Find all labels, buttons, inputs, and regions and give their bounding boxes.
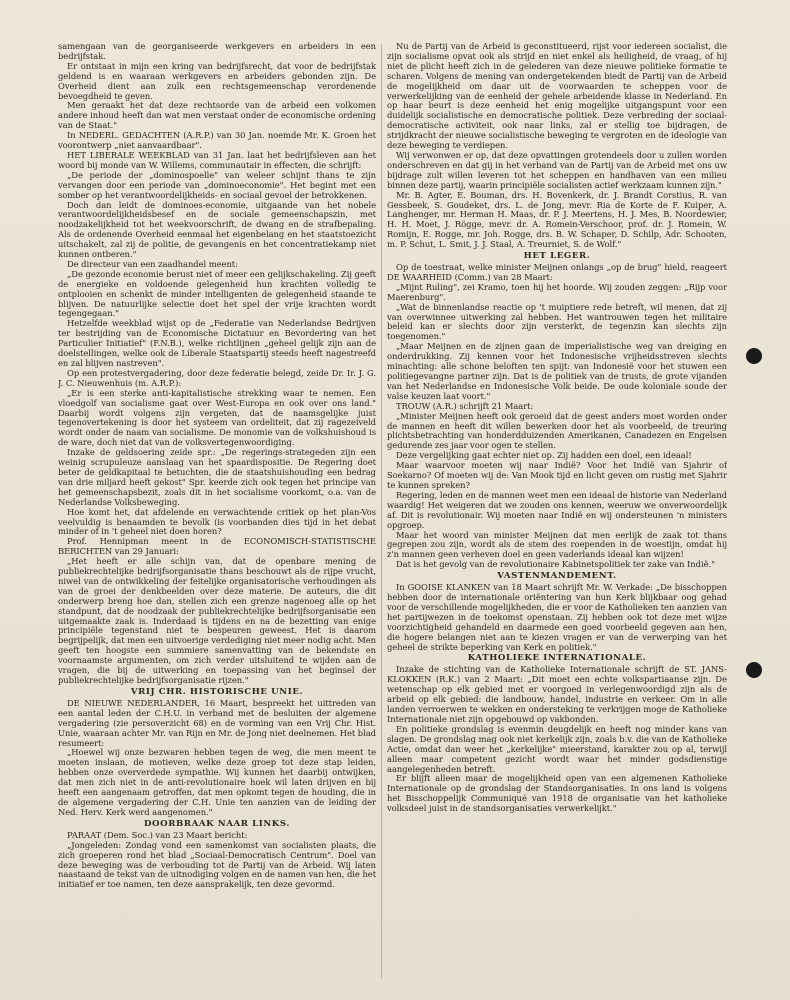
paragraph: „Hoewel wij onze bezwaren hebben tegen de weg, die men meent te moeten inslaan, de motieven, welke deze groep tot deze stap leiden, hebben onze oververdede sympathie. Wij kunnen het daarbij ontwijken, dat men zich niet in de anti-revolutionaire hoek wil laten drijven en bij heeft een aangenaam getroffen, dat men opkomt tegen de houding, die in de algemene vergadering der C.H. Unie ten aanzien van de leiding der Ned. Herv. Kerk werd aangenomen."	[58, 747, 376, 817]
paragraph: Nu de Partij van de Arbeid is geconstitueerd, rijst voor iedereen socialist, die zijn socialisme opvat ook als strijd en niet enkel als heiligheid, de vraag, of hij niet de plicht heeft zich in de gelederen van deze nieuwe politieke formatie te scharen. Volgens de mening van ondergetekenden biedt de Partij van de Arbeid de mogelijkheid om daar uit de voorwaarden te scheppen voor de verwerkelijking van de eenheid der gehele arbeidende klasse in Nederland. En op haar beurt is deze eenheid het enig mogelijke uitgangspunt voor een duidelijk socialistische en democratische politiek. Deze verbreding der sociaal-democratische activiteit, ook naar links, zal er stellig toe bijdragen, de strijdkracht der nieuwe socialistische beweging te vergroten en de ideologie van deze beweging te verdiepen.	[387, 42, 727, 151]
paragraph: HET LIBERALE WEEKBLAD van 31 Jan. laat het bedrijfsleven aan het woord bij monde van W. Willems, communautair in effecten, die schrijft:	[58, 149, 376, 170]
paragraph: „De periode der „dominospoelle" van weleer schijnt thans te zijn vervangen door een periode van „dominoeconomie". Het begint met een somber op het verantwoordelijkheids- en sociaal gevoel der betrokkenen.	[58, 169, 376, 200]
column-divider	[381, 44, 382, 979]
paragraph: TROUW (A.R.) schrijft 21 Maart:	[396, 400, 534, 411]
paragraph: Inzake de geldsoering zeide spr.: „De regerings-strategeden zijn een weinig scrupuleuze aanslaag van het spaardispositie. De Regering doet beter de geldkapitaal te betuchten, die de staatshuishouding een bedrag van drie miljard heeft gekost" Spr. keerde zich ook tegen het principe van het gemeenschapsbezit, zoals dit in het socialisme voorkomt, o.a. van de Nederlandse Volksbeweging.	[58, 447, 376, 507]
paragraph: „Jongeleden: Zondag vond een samenkomst van socialisten plaats, die zich groeperen rond het blad „Sociaal-Democratisch Centrum". Doel van deze beweging was de verbouding tot de Partij van de Arbeid. Wij laten naastaand de tekst van de uitnodiging volgen en de namen van hen, die het initiatief er toe namen, ten deze aansprakelijk, ten deze gevormd.	[58, 839, 376, 890]
paragraph: „Het heeft er alle schijn van, dat de openbare mening de publiekrechtelijke bedrijfsorganisatie thans beschouwt als de rijpe vrucht, niwel van de ontwikkeling der feitelijke organisatorische verhoudingen als van de groei der denkbeelden over deze materie. De auteurs, die dit onderwerp breng hoe dan, stellen zich een grenze nagenoeg alle op het standpunt, dat de noodzaak der publiekrechtelijke bedrijfsorganisatie een uitgemaakte zaak is. Inderdaad is tijdens en na de bezetting van enige principiële tegenstand niet te bespeuren geweest. Het is daarom begrijpelijk, dat men een uitvoerige verdediging niet meer nodig acht. Men geeft ten hoogste een summiere samenvatting van de bekendste en voornaamste argumenten, om zich verder uitsluitend te wijden aan de vragen, die bij de uitwerking en toepassing van het beginsel der publiekrechtelijke bedrijfsorganisatie rijzen."	[58, 556, 376, 685]
paragraph: Men geraakt het dat deze rechtsorde van de arbeid een volkomen andere inhoud heeft dan wat men verstaat onder de economische ordening van de Staat."	[58, 100, 376, 131]
paragraph: Maar waarvoor moeten wij naar Indië? Voor het Indië van Sjahrir of Soekarno? Of moeten wij de: Van Mook tijd en licht geven om rustig met Sjahrir te kunnen spreken?	[387, 460, 727, 490]
section-heading: VASTENMANDEMENT.	[497, 571, 617, 582]
paragraph: „Minister Meijnen heeft ook geroeid dat de geest anders moet worden onder de mannen en heeft dit willen bewerken door het als voorbeeld, de treuring plichtsbetrachting van honderdduizenden Amerikanen, Canadezen en Engelsen gedurende zes jaar voor ogen te stellen.	[387, 410, 727, 451]
paragraph: Er ontstaat in mijn een kring van bedrijfsrecht, dat voor de bedrijfstak geldend is en waaraan werkgevers en arbeiders gebonden zijn. De Overheid dient aan zulk een rechtsgemeenschap verordenende bevoegdheid te geven.	[58, 60, 376, 101]
section-heading: KATHOLIEKE INTERNATIONALE.	[467, 653, 647, 664]
paragraph: Mr. B. Agter, E. Bouman, drs. H. Bovenkerk, dr. J. Brandt Corstius, R. van Gessbeek, S. Goudeket, drs. L. de Jong, mevr. Ria de Korte de F. Kuiper, A. Langhenger, mr. Herman H. Maas, dr. P. J. Meertens, H. J. Mes, B. Noordewier, H. H. Moet, J. Rögge, mevr. dr. A. Romein-Verschoor, prof. dr. J. Romein, W. Romijn, E. Rogge, mr. Joh. Rogge, drs. B. W. Schaper, D. Schilp, Adr. Schooten, m. P. Schut, L. Smit, J. J. Staal, A. Treurniet, S. de Wolf."	[387, 189, 727, 250]
paragraph: Op een protestvergadering, door deze federatie belegd, zeide Dr. Ir. J. G. J. C. Nieuwenhuis (m. A.R.P.):	[58, 367, 376, 388]
paragraph: Dat is het gevolg van de revolutionaire Kabinetspolitiek ter zake van Indië."	[396, 559, 715, 570]
paragraph: In NEDERL. GEDACHTEN (A.R.P.) van 30 Jan. noemde Mr. K. Groen het voorontwerp „niet aanvaardbaar".	[58, 130, 376, 151]
paragraph: Prof. Hennipman meent in de ECONOMISCH-STATISTISCHE BERICHTEN van 29 Januari:	[58, 536, 376, 557]
paragraph: Doch dan leidt de dominoes-economie, uitgaande van het nobele verantwoordelijkheidsbesef en de sociale gemeenschapszin, met noodzakelijkheid tot het weekvoorschrift, de dwang en de strafbepaling. Als de ordenende Overheid eenmaal het eigenbelang en het staatstoezicht uitschakelt, zal zij de politie, de gevangenis en het concentratiekamp niet kunnen ontberen."	[58, 199, 376, 260]
paragraph: „Mijnt Ruling", zei Kramo, toen hij het hoorde. Wij zouden zeggen: „Rijp voor Maerenburg".	[387, 281, 727, 302]
paragraph: Regering, leden en de mannen weet men een ideaal de historie van Nederland waardig! Het weigeren dat we zouden ons kennen, weeruw we onverwoordelijk af. Dit is revolutionair. Wij moeten naar Indië en wij ondersteunen 'n ministers opgroep.	[387, 489, 727, 530]
punch-hole-bottom	[746, 662, 762, 678]
paragraph: „Er is een sterke anti-kapitalistische strekking waar te nemen. Een vloedgolf van socialisme gaat over West-Europa en ook over ons land." Daarbij wordt volgens zijn vergeten, dat de naamsgelijke juist tegenovertekening is door het systeem van ordeliteit, dat zij ragezeiveld wordt onder de naam van socialisme. De monomie van de volkshuishoud is de ware, doch niet dat van de volksvertegenwoordiging.	[58, 387, 376, 448]
paragraph: „De gezonde economie berust niet of meer een gelijkschakeling. Zij geeft de energieke en voldoende gelegenheid hun krachten volledig te ontplooien en schenkt de minder intelligenten de gelegenheid staande te blijven. De natuurlijke selectie doet het spel der vrije krachten wordt tegengegaan."	[58, 268, 376, 319]
paragraph: En politieke grondslag is evenmin deugdelijk en heeft nog minder kans van slagen. De grondslag mag ook niet kerkelijk zijn, zoals b.v. die van de Katholieke Actie, omdat dan weer het „kerkelijke" mieerstand, karakter zou op al, terwijl alleen maar competent gezicht wordt waar het minder godsdienstige aangelegenheden betreft.	[387, 723, 727, 774]
paragraph: Wij verwonwen er op, dat deze opvattingen grotendeels door u zullen worden onderschreven en dat gij in het verband van de Partij van de Arbeid met ons uw bijdrage zult willen leveren tot het scheppen en handhaven van een milieu binnen deze partij, waarin principiële socialisten actief werkzaam kunnen zijn."	[387, 149, 727, 190]
punch-hole-top	[746, 348, 762, 364]
paragraph: Op de toestraat, welke minister Meijnen onlangs „op de brug" hield, reageert DE WAARHEID (Comm.) van 28 Maart:	[387, 262, 727, 282]
paragraph: Maar het woord van minister Meijnen dat men eerlijk de zaak tot thans gegrepen zou zijn, wordt als de stem des roependen in de woestijn, omdat hij z'n mannen geen verheven doel en geen vaderlands ideaal kan wijzen!	[387, 529, 727, 560]
paragraph: DE NIEUWE NEDERLANDER, 16 Maart, bespreekt het uittreden van een aantal leden der C.H.U. in verband met de besluiten der algemene vergadering (zie persoverzicht 68) en de vorming van een Vrij Chr. Hist. Unie, waaraan achter Mr. van Rijn en Mr. de Jong niet deelnemen. Het blad resumeert:	[58, 697, 376, 748]
section-heading: VRIJ CHR. HISTORISCHE UNIE.	[130, 686, 304, 697]
paragraph: Deze vergelijking gaat echter niet op. Zij hadden een doel, een ideaal!	[396, 450, 692, 461]
right-column	[387, 42, 727, 992]
paragraph: „Wat de binnenlandse reactie op 't muiptiere rede betreft, wil menen, dat zij van overwinnee uitwerking zal hebben. Het wantrouwen tegen het militaire beleid kan er slechts door zijn versterkt, de tegenzin kan slechts zijn toegenomen."	[387, 301, 727, 342]
paragraph: Er blijft alleen maar de mogelijkheid open van een algemenen Katholieke Internationale op de grondslag der Standsorganisaties. In ons land is volgens het Bisschoppelijk Communiqué van 1918 de organisatie van het katholieke volksdeel juist in de standsorganisaties verwerkelijkt."	[387, 773, 727, 814]
left-column	[58, 42, 376, 992]
paragraph: samengaan van de georganiseerde werkgevers en arbeiders in een bedrijfstak.	[58, 42, 376, 61]
paragraph: Hoe komt het, dat afdelende en verwachtende critiek op het plan-Vos veelvuldig is benaamden te bevolk (is voorbanden dies tijd in het debat minder of in 't geheel niet doen horen?	[58, 506, 376, 537]
paragraph: Hetzelfde weekblad wijst op de „Federatie van Nederlandse Bedrijven ter bestrijding van de Economische Dictatuur en Bevordering van het Particulier Initiatief" (F.N.B.), welke richtlijnen „geheel gelijk zijn aan de doelstellingen, welke ook de Liberale Staatspartij steeds heeft nagestreefd en zal blijven nastreven".	[58, 318, 376, 368]
paragraph: Inzake de stichting van de Katholieke Internationale schrijft de ST. JANS-KLOKKEN (R.K.) van 2 Maart: „Dit moet een echte volkspartiaanse zijn. De wetenschap op elk gebied met er voorgoed in verlegenwoordigd zijn als de arbeid op elk gebied: die landbouw, handel, industrie en verkeer. Om in alle landen verroerwen te wekken en ondersteking te verkrijgen moge de Katholieke Internationale niet zijn opgebouwd op vakbonden.	[387, 664, 727, 724]
section-heading: HET LEGER.	[523, 251, 591, 262]
paragraph: „Maar Meijnen en de zijnen gaan de imperialistische weg van dreiging en onderdrukking. Zij kennen voor het Indonesische vrijheidsstreven slechts minachting: alle schone beloften ten spijt: van Indonesië voor het stuwen een politiegevangne partner zijn. Dat is de politiek van de trusts, de grote vijanden van het Nederlandse en Indonesische Volk beide. De oude koloniale soude der valse keuzen laat voort."	[387, 341, 727, 401]
paragraph: In GOOISE KLANKEN van 18 Maart schrijft Mr. W. Verkade: „De bisschoppen hebben door de internationale oriëntering van hun Kerk blijkbaar oog gehad voor de verschillende mogelijkheden, die er voor de Katholieken ten aanzien van het partijwezen in de toekomst openstaan. Zij hebben ook tot deze met wijze voorzichtigheid gehandeld en daarmede een goed voorbeeld gegeven aan hen, die hogere belangen niet aan te kiezen vragen er van de verwerping van het geheel de strikte beperking van Kerk en politiek."	[387, 582, 727, 652]
paragraph: PARAAT (Dem. Soc.) van 23 Maart bericht:	[67, 829, 248, 840]
paragraph: De directeur van een zaadhandel meent:	[67, 258, 238, 269]
section-heading: DOORBRAAK NAAR LINKS.	[144, 818, 290, 829]
